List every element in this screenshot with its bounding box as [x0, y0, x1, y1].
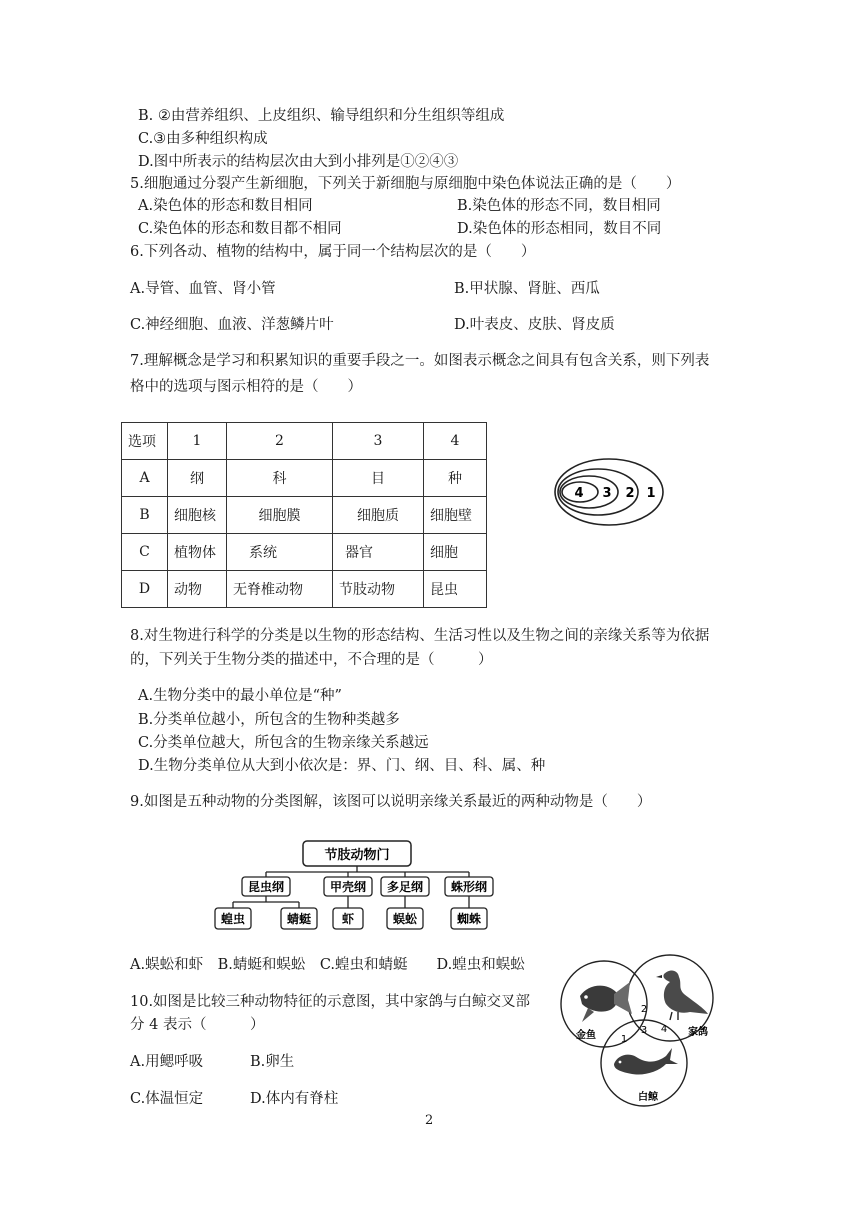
q9-stem: 9.如图是五种动物的分类图解，该图可以说明亲缘关系最近的两种动物是（ ） — [130, 794, 652, 810]
class-label-myriapoda: 多足纲 — [386, 880, 424, 894]
table-cell: 系统 — [227, 534, 333, 571]
q10-option-d: D.体内有脊柱 — [250, 1091, 339, 1107]
ellipse-label-1: 1 — [646, 486, 656, 501]
table-cell: 3 — [333, 423, 424, 460]
animal-label-locust: 蝗虫 — [220, 912, 246, 926]
table-cell: B — [122, 497, 168, 534]
table-cell: 植物体 — [168, 534, 227, 571]
animal-label-dragonfly: 蜻蜓 — [286, 912, 312, 926]
venn-label-pigeon: 家鸽 — [688, 1027, 708, 1038]
table-row — [122, 497, 487, 534]
venn-region-1: 1 — [620, 1034, 628, 1045]
animal-label-centipede: 蜈蚣 — [392, 912, 418, 926]
table-cell: 器官 — [333, 534, 424, 571]
q9-options: A.蜈蚣和虾 B.蜻蜓和蜈蚣 C.蝗虫和蜻蜓 D.蝗虫和蜈蚣 — [130, 957, 525, 973]
table-cell: 选项 — [122, 423, 168, 460]
table-cell: 细胞 — [424, 534, 487, 571]
q6-stem: 6.下列各动、植物的结构中，属于同一个结构层次的是（ ） — [130, 244, 536, 260]
q5-option-d: D.染色体的形态相同，数目不同 — [457, 221, 662, 237]
table-header-row — [122, 423, 487, 460]
q8-stem-line1: 8.对生物进行科学的分类是以生物的形态结构、生活习性以及生物之间的亲缘关系等为依据 — [130, 628, 710, 644]
q10-option-a: A.用鳃呼吸 — [130, 1054, 204, 1070]
q10-stem-line1: 10.如图是比较三种动物特征的示意图，其中家鸽与白鲸交叉部 — [130, 994, 531, 1010]
q5-stem: 5.细胞通过分裂产生新细胞，下列关于新细胞与原细胞中染色体说法正确的是（ ） — [130, 176, 681, 192]
q5-option-c: C.染色体的形态和数目都不相同 — [138, 221, 342, 237]
table-cell: 种 — [424, 460, 487, 497]
table-cell: C — [122, 534, 168, 571]
table-cell: 2 — [227, 423, 333, 460]
table-cell: 细胞壁 — [424, 497, 487, 534]
q7-nested-ellipse-diagram — [552, 455, 668, 529]
ellipse-label-4: 4 — [574, 486, 584, 501]
page-number: 2 — [425, 1113, 434, 1128]
class-label-crustacea: 甲壳纲 — [329, 880, 367, 894]
table-row — [122, 460, 487, 497]
goldfish-image — [580, 982, 632, 1022]
q5-option-b: B.染色体的形态不同，数目相同 — [457, 198, 661, 214]
venn-label-beluga: 白鲸 — [638, 1092, 658, 1103]
q7-stem-line1: 7.理解概念是学习和积累知识的重要手段之一。如图表示概念之间具有包含关系，则下列表 — [130, 353, 710, 369]
ellipse-label-2: 2 — [625, 486, 635, 501]
tree-root-label: 节肢动物门 — [324, 848, 390, 863]
class-label-insecta: 昆虫纲 — [247, 880, 285, 894]
q7-stem-line2: 格中的选项与图示相符的是（ ） — [130, 379, 362, 395]
ellipse-label-3: 3 — [602, 486, 612, 501]
class-label-arachnida: 蛛形纲 — [450, 880, 488, 894]
table-cell: 4 — [424, 423, 487, 460]
q8-stem-line2: 的，下列关于生物分类的描述中，不合理的是（ ） — [130, 652, 493, 668]
table-cell: 节肢动物 — [333, 571, 424, 608]
table-cell: 目 — [333, 460, 424, 497]
venn-region-4: 4 — [660, 1024, 668, 1035]
table-cell: D — [122, 571, 168, 608]
q4-option-c: C.③由多种组织构成 — [138, 131, 268, 147]
q10-stem-line2: 分 4 表示（ ） — [130, 1017, 265, 1033]
q10-option-b: B.卵生 — [250, 1054, 295, 1070]
table-cell: 动物 — [168, 571, 227, 608]
q10-venn-diagram — [558, 950, 720, 1110]
q8-option-c: C.分类单位越大，所包含的生物亲缘关系越远 — [138, 735, 429, 751]
venn-region-3: 3 — [640, 1025, 648, 1036]
table-cell: 细胞膜 — [227, 497, 333, 534]
q4-option-d: D.图中所表示的结构层次由大到小排列是①②④③ — [138, 154, 459, 170]
venn-region-2: 2 — [640, 1004, 648, 1015]
animal-label-shrimp: 虾 — [341, 912, 355, 926]
q10-option-c: C.体温恒定 — [130, 1091, 204, 1107]
q6-option-c: C.神经细胞、血液、洋葱鳞片叶 — [130, 317, 334, 333]
q5-option-a: A.染色体的形态和数目相同 — [138, 198, 313, 214]
q8-option-a: A.生物分类中的最小单位是“种” — [138, 688, 342, 704]
q4-option-b: B. ②由营养组织、上皮组织、输导组织和分生组织等组成 — [138, 108, 505, 124]
table-cell: 1 — [168, 423, 227, 460]
table-cell: A — [122, 460, 168, 497]
q8-option-b: B.分类单位越小，所包含的生物种类越多 — [138, 712, 400, 728]
beluga-image — [614, 1048, 678, 1075]
table-row — [122, 534, 487, 571]
table-cell: 无脊椎动物 — [227, 571, 333, 608]
table-cell: 科 — [227, 460, 333, 497]
pigeon-image — [656, 970, 708, 1020]
table-cell: 细胞质 — [333, 497, 424, 534]
table-cell: 昆虫 — [424, 571, 487, 608]
animal-label-spider: 蜘蛛 — [456, 912, 482, 926]
table-row — [122, 571, 487, 608]
q6-option-a: A.导管、血管、肾小管 — [130, 281, 276, 297]
q9-classification-tree — [212, 838, 502, 934]
table-cell: 细胞核 — [168, 497, 227, 534]
q6-option-d: D.叶表皮、皮肤、肾皮质 — [454, 317, 615, 333]
q6-option-b: B.甲状腺、肾脏、西瓜 — [454, 281, 600, 297]
q7-options-table — [121, 422, 487, 608]
table-cell: 纲 — [168, 460, 227, 497]
q8-option-d: D.生物分类单位从大到小依次是：界、门、纲、目、科、属、种 — [138, 758, 546, 774]
venn-label-goldfish: 金鱼 — [576, 1030, 596, 1041]
